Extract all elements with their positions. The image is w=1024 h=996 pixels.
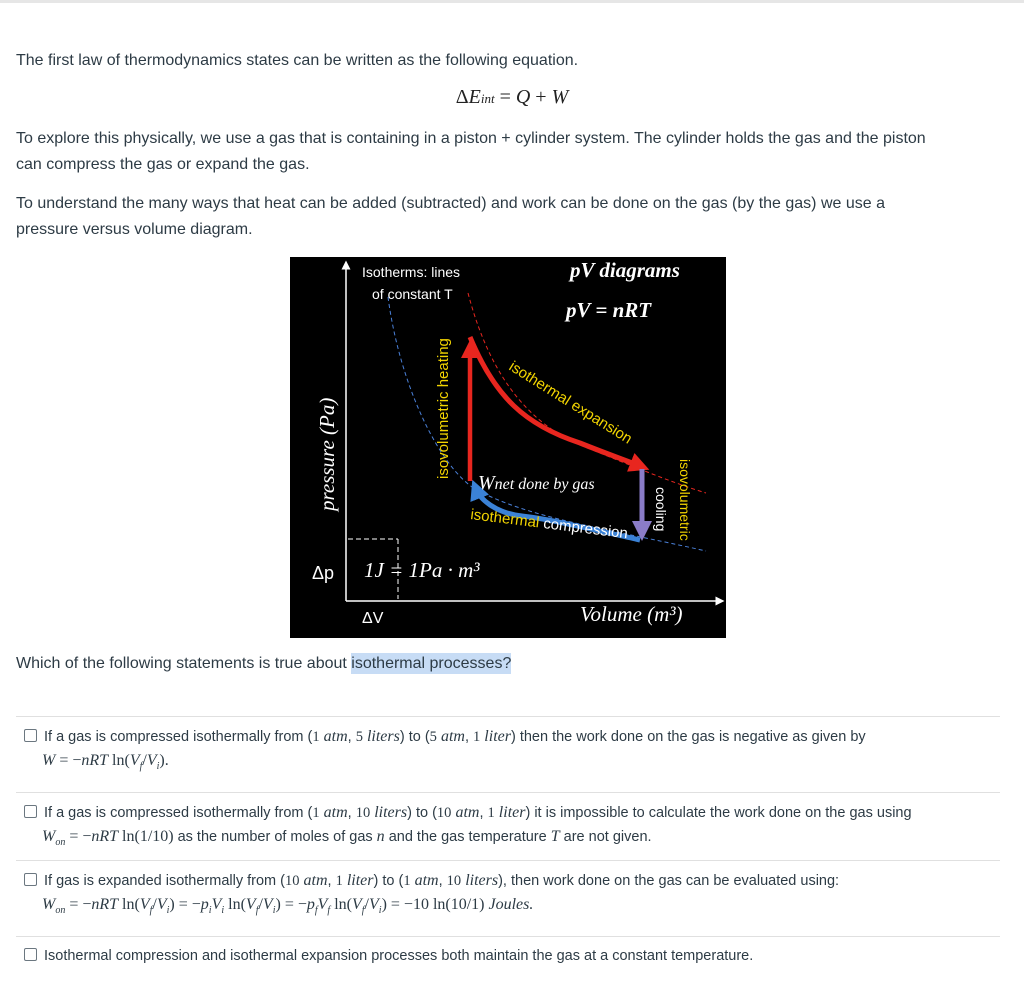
work-net-label: [478, 472, 595, 494]
intro-paragraph-2-line-2: can compress the gas or expand the gas.: [16, 156, 310, 173]
work-net-rest: net done by gas: [494, 476, 595, 493]
y-axis-label: pressure (Pa): [315, 397, 339, 511]
intro-paragraph-1: The first law of thermodynamics states can be written as the following equation.: [16, 52, 579, 69]
question-highlight: isothermal processes?: [351, 655, 512, 672]
option-2-checkbox[interactable]: [24, 805, 37, 818]
top-border: [0, 0, 1024, 3]
option-4-checkbox[interactable]: [24, 948, 37, 961]
option-separator-1: [16, 716, 1000, 717]
option-separator-2: [16, 792, 1000, 793]
option-1-checkbox[interactable]: [24, 729, 37, 742]
delta-v-label: ΔV: [362, 610, 384, 627]
delta-p-label: Δp: [312, 563, 335, 583]
first-law-equation: ΔEint = Q + W: [455, 86, 569, 108]
isovolumetric-heating-label: isovolumetric heating: [435, 338, 452, 479]
option-4-text: Isothermal compression and isothermal expansion processes both maintain the gas at a constant temperature.: [44, 948, 754, 964]
intro-paragraph-3-line-2: pressure versus volume diagram.: [16, 221, 253, 238]
intro-paragraph-2-line-1: To explore this physically, we use a gas that is containing in a piston + cylinder system. The cylinder holds the gas and the piston: [16, 130, 926, 147]
option-separator-4: [16, 936, 1000, 937]
isovolumetric-cooling-label-2: isovolumetric: [677, 459, 693, 541]
compression-word: compression: [542, 515, 629, 543]
isovolumetric-cooling-label-1: cooling: [653, 487, 669, 532]
x-axis-label: Volume (m³): [580, 602, 683, 626]
option-3-checkbox[interactable]: [24, 873, 37, 886]
figure-title: pV diagrams: [570, 258, 680, 282]
answer-option-1[interactable]: If a gas is compressed isothermally from (1 atm, 5 liters) to (5 atm, 1 liter) then the work done on the gas is negative as given by W = −nRT $\ln(V_f/V_i)$.: [24, 726, 994, 780]
isothermal-expansion-label: isothermal expansion: [505, 357, 636, 448]
option-separator-3: [16, 860, 1000, 861]
unit-equivalence-label: 1J = 1Pa · m³: [364, 558, 480, 582]
answer-option-3[interactable]: If gas is expanded isothermally from (10 atm, 1 liter) to (1 atm, 10 liters), then work done on the gas can be evaluated using: $W_{on} = -nRT$ $\ln(V_f/V_i) = -p_iV_i$ $\ln(V_f/V_i) = -p_fV_f$ $\ln(V_f/V_i) = -10$ ln(10/1) Joules.: [24, 870, 994, 924]
question-prefix: Which of the following statements is true about: [16, 655, 352, 672]
intro-paragraph-3-line-1: To understand the many ways that heat can be added (subtracted) and work can be done on the gas (by the gas) we use a: [16, 195, 885, 212]
pv-diagram-figure: [290, 257, 726, 638]
pv-diagram-svg: [290, 257, 726, 638]
isothermal-compression-label: [470, 506, 629, 542]
answer-option-2[interactable]: If a gas is compressed isothermally from (1 atm, 10 liters) to (10 atm, 1 liter) it is impossible to calculate the work done on the gas using $W_{on} = -nRT$ ln(1/10) as the number of moles of gas n and the gas temperature T are not given.: [24, 802, 994, 856]
work-net-w: W: [478, 472, 495, 494]
gas-law-label: pV = nRT: [566, 298, 652, 322]
question-text: [16, 651, 511, 677]
isotherms-label-line-2: of constant T: [372, 286, 453, 302]
answer-option-4[interactable]: [24, 945, 994, 967]
isotherms-label-line-1: Isotherms: lines: [362, 264, 461, 280]
isothermal-word: isothermal: [469, 506, 545, 532]
